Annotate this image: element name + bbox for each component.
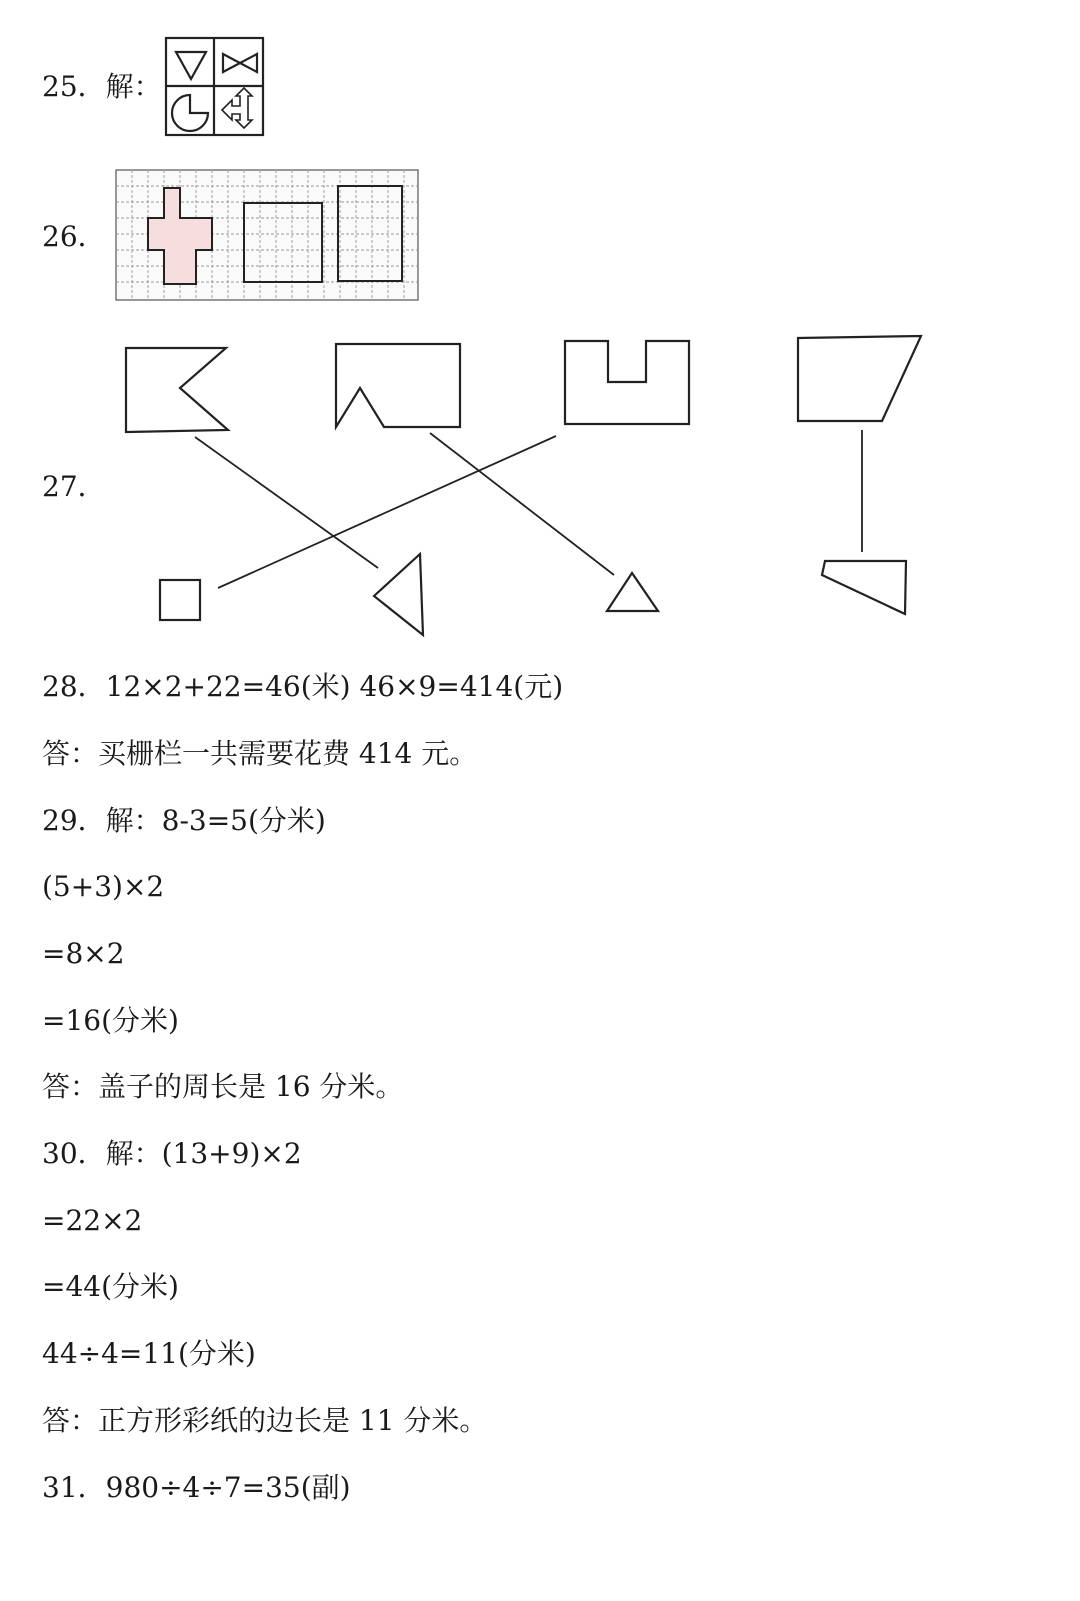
- left-triangle-shape: [374, 554, 423, 635]
- q29-line2: (5+3)×2: [42, 870, 165, 903]
- small-triangle-shape: [607, 573, 658, 611]
- q26-figure: [116, 170, 418, 300]
- q25-figure: [0, 0, 1080, 650]
- flag-shape: [126, 348, 228, 432]
- wedge-shape: [822, 561, 906, 614]
- bowtie-shape: [223, 54, 240, 72]
- match-line-1: [195, 437, 378, 568]
- arrows-shape: [222, 88, 252, 128]
- q30-line1: 30．解：(13+9)×2: [42, 1137, 302, 1170]
- pacman-shape: [172, 95, 208, 131]
- notched-rectangle-shape: [336, 344, 460, 427]
- q30-line2: =22×2: [42, 1204, 143, 1237]
- match-line-3: [218, 436, 556, 588]
- trapezoid-shape: [798, 336, 921, 421]
- q28-line1: 28．12×2+22=46(米) 46×9=414(元): [42, 670, 564, 703]
- small-square-shape: [160, 580, 200, 620]
- q29-line4: =16(分米): [42, 1004, 179, 1037]
- u-shape: [565, 341, 689, 424]
- q31-line1: 31．980÷4÷7=35(副): [42, 1471, 351, 1504]
- q30-answer: 答：正方形彩纸的边长是 11 分米。: [42, 1404, 488, 1437]
- q27-figure: [126, 336, 921, 635]
- q29-line3: =8×2: [42, 937, 125, 970]
- triangle-shape: [176, 52, 206, 79]
- q28-answer: 答：买栅栏一共需要花费 414 元。: [42, 737, 478, 770]
- q26-label: 26．: [42, 220, 106, 253]
- q30-line4: 44÷4=11(分米): [42, 1337, 256, 1370]
- q25-label: 25．解：: [42, 70, 162, 103]
- match-line-2: [430, 433, 614, 575]
- q29-answer: 答：盖子的周长是 16 分米。: [42, 1070, 404, 1103]
- q29-line1: 29．解：8-3=5(分米): [42, 804, 326, 837]
- q30-line3: =44(分米): [42, 1270, 179, 1303]
- q27-label: 27．: [42, 470, 106, 503]
